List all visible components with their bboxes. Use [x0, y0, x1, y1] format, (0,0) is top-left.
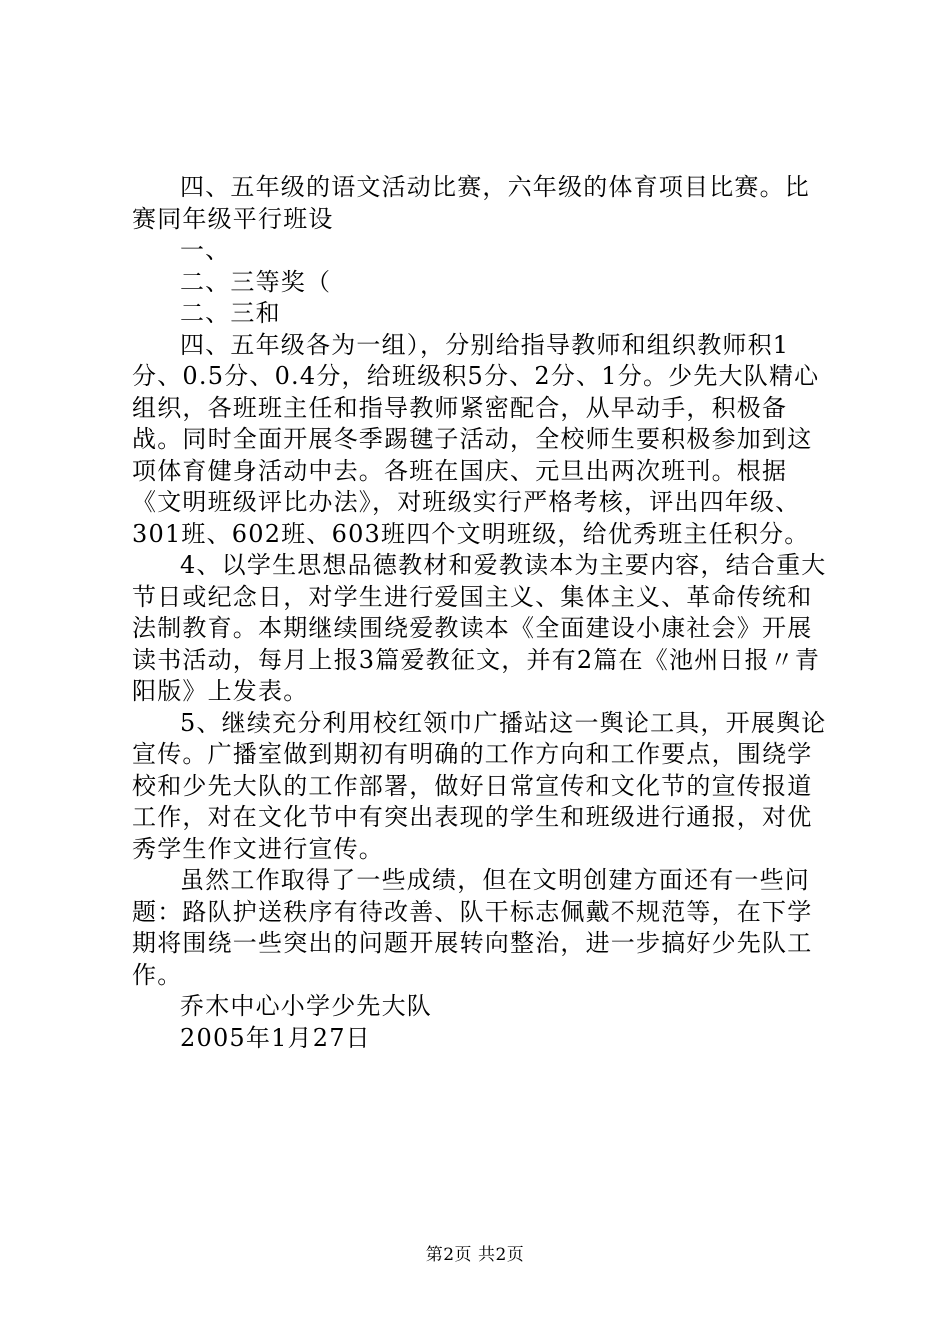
paragraph-grade-groups: 四、五年级各为一组），分别给指导教师和组织教师积1分、0.5分、0.4分，给班级积5分、2分、1分。少先大队精心组织，各班班主任和指导教师紧密配合，从早动手，积极备战。同时全面开展冬季踢毽子活动，全校师生要积极参加到这项体育健身活动中去。各班在国庆、元旦出两次班刊。根据《文明班级评比办法》，对班级实行严格考核，评出四年级、301班、602班、603班四个文明班级，给优秀班主任积分。: [132, 330, 820, 548]
paragraph-grade-two-three: 二、三和: [180, 299, 281, 327]
paragraph-first-prize: 一、: [180, 236, 231, 264]
paragraph-moral-education: 4、以学生思想品德教材和爱教读本为主要内容，结合重大节日或纪念日，对学生进行爱国主义、集体主义、革命传统和法制教育。本期继续围绕爱教读本《全面建设小康社会》开展读书活动，每月上报3篇爱教征文，并有2篇在《池州日报〃青阳版》上发表。: [132, 551, 827, 705]
signature-org: 乔木中心小学少先大队: [180, 992, 432, 1020]
page-number-footer: 第2页 共2页: [425, 1245, 525, 1265]
signature-date: 2005年1月27日: [180, 1023, 371, 1052]
paragraph-second-third-prize: 二、三等奖（: [180, 267, 332, 296]
paragraph-broadcast: 5、继续充分利用校红领巾广播站这一舆论工具，开展舆论宣传。广播室做到期初有明确的工作方向和工作要点，围绕学校和少先大队的工作部署，做好日常宣传和文化节的宣传报道工作，对在文化节中有突出表现的学生和班级进行通报，对优秀学生作文进行宣传。: [132, 708, 827, 863]
paragraph-conclusion: 虽然工作取得了一些成绩，但在文明创建方面还有一些问题：路队护送秩序有待改善、队干标志佩戴不规范等，在下学期将围绕一些突出的问题开展转向整治，进一步搞好少先队工作。: [132, 866, 813, 989]
document-body: [132, 172, 832, 1054]
paragraph-competition: 四、五年级的语文活动比赛，六年级的体育项目比赛。比赛同年级平行班设: [132, 173, 810, 233]
